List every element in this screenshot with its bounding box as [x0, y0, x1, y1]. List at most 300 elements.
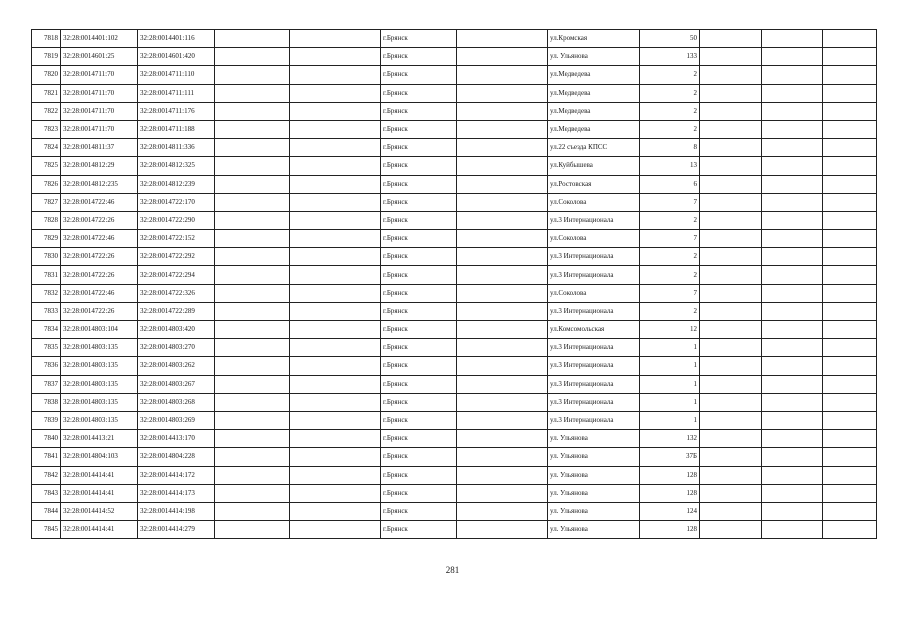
empty-cell — [215, 357, 290, 375]
empty-cell — [290, 193, 381, 211]
table-row — [32, 357, 877, 375]
empty-cell — [457, 430, 548, 448]
empty-cell — [457, 339, 548, 357]
city-cell: г.Брянск — [381, 430, 457, 448]
table-row — [32, 393, 877, 411]
house-number-cell: 124 — [640, 502, 700, 520]
table-row — [32, 248, 877, 266]
empty-cell — [700, 139, 762, 157]
empty-cell — [215, 411, 290, 429]
empty-cell — [215, 502, 290, 520]
city-cell: г.Брянск — [381, 484, 457, 502]
cadastral-number-cell: 32:28:0014711:70 — [61, 84, 138, 102]
empty-cell — [290, 339, 381, 357]
empty-cell — [700, 375, 762, 393]
empty-cell — [457, 211, 548, 229]
city-cell: г.Брянск — [381, 139, 457, 157]
empty-cell — [215, 193, 290, 211]
city-cell: г.Брянск — [381, 284, 457, 302]
empty-cell — [457, 157, 548, 175]
empty-cell — [762, 411, 823, 429]
empty-cell — [215, 375, 290, 393]
object-cadastral-number-cell: 32:28:0014414:279 — [138, 521, 215, 539]
empty-cell — [823, 375, 877, 393]
cadastral-number-cell: 32:28:0014414:41 — [61, 521, 138, 539]
empty-cell — [823, 411, 877, 429]
object-cadastral-number-cell: 32:28:0014722:289 — [138, 302, 215, 320]
empty-cell — [215, 30, 290, 48]
house-number-cell: 37Б — [640, 448, 700, 466]
empty-cell — [215, 302, 290, 320]
cadastral-number-cell: 32:28:0014803:135 — [61, 339, 138, 357]
city-cell: г.Брянск — [381, 230, 457, 248]
empty-cell — [215, 284, 290, 302]
street-cell: ул. Ульянова — [548, 521, 640, 539]
empty-cell — [215, 157, 290, 175]
city-cell: г.Брянск — [381, 357, 457, 375]
empty-cell — [290, 430, 381, 448]
house-number-cell: 1 — [640, 393, 700, 411]
empty-cell — [823, 102, 877, 120]
table-row — [32, 193, 877, 211]
cadastral-number-cell: 32:28:0014803:135 — [61, 357, 138, 375]
empty-cell — [700, 30, 762, 48]
row-number-cell: 7837 — [32, 375, 61, 393]
empty-cell — [290, 411, 381, 429]
row-number-cell: 7820 — [32, 66, 61, 84]
empty-cell — [290, 375, 381, 393]
empty-cell — [762, 266, 823, 284]
empty-cell — [700, 521, 762, 539]
object-cadastral-number-cell: 32:28:0014401:116 — [138, 30, 215, 48]
row-number-cell: 7838 — [32, 393, 61, 411]
cadastral-number-cell: 32:28:0014722:26 — [61, 266, 138, 284]
cadastral-number-cell: 32:28:0014811:37 — [61, 139, 138, 157]
row-number-cell: 7826 — [32, 175, 61, 193]
empty-cell — [290, 48, 381, 66]
empty-cell — [762, 102, 823, 120]
empty-cell — [823, 284, 877, 302]
house-number-cell: 6 — [640, 175, 700, 193]
object-cadastral-number-cell: 32:28:0014811:336 — [138, 139, 215, 157]
empty-cell — [823, 139, 877, 157]
empty-cell — [457, 266, 548, 284]
street-cell: ул.3 Интернационала — [548, 357, 640, 375]
row-number-cell: 7833 — [32, 302, 61, 320]
table-row — [32, 30, 877, 48]
object-cadastral-number-cell: 32:28:0014803:270 — [138, 339, 215, 357]
empty-cell — [700, 120, 762, 138]
empty-cell — [457, 411, 548, 429]
empty-cell — [762, 84, 823, 102]
empty-cell — [823, 120, 877, 138]
city-cell: г.Брянск — [381, 157, 457, 175]
cadastral-number-cell: 32:28:0014803:135 — [61, 393, 138, 411]
empty-cell — [823, 502, 877, 520]
object-cadastral-number-cell: 32:28:0014414:198 — [138, 502, 215, 520]
empty-cell — [700, 84, 762, 102]
object-cadastral-number-cell: 32:28:0014722:294 — [138, 266, 215, 284]
row-number-cell: 7842 — [32, 466, 61, 484]
street-cell: ул.3 Интернационала — [548, 393, 640, 411]
cadastral-number-cell: 32:28:0014722:46 — [61, 284, 138, 302]
empty-cell — [700, 102, 762, 120]
object-cadastral-number-cell: 32:28:0014711:176 — [138, 102, 215, 120]
empty-cell — [823, 466, 877, 484]
house-number-cell: 133 — [640, 48, 700, 66]
empty-cell — [762, 357, 823, 375]
empty-cell — [290, 357, 381, 375]
table-body — [32, 30, 877, 539]
object-cadastral-number-cell: 32:28:0014711:111 — [138, 84, 215, 102]
empty-cell — [215, 321, 290, 339]
empty-cell — [290, 211, 381, 229]
cadastral-number-cell: 32:28:0014803:135 — [61, 375, 138, 393]
empty-cell — [762, 284, 823, 302]
house-number-cell: 2 — [640, 211, 700, 229]
empty-cell — [215, 84, 290, 102]
row-number-cell: 7841 — [32, 448, 61, 466]
house-number-cell: 13 — [640, 157, 700, 175]
empty-cell — [290, 84, 381, 102]
empty-cell — [762, 230, 823, 248]
empty-cell — [823, 175, 877, 193]
city-cell: г.Брянск — [381, 375, 457, 393]
table-row — [32, 120, 877, 138]
city-cell: г.Брянск — [381, 248, 457, 266]
empty-cell — [762, 321, 823, 339]
object-cadastral-number-cell: 32:28:0014722:170 — [138, 193, 215, 211]
object-cadastral-number-cell: 32:28:0014722:152 — [138, 230, 215, 248]
empty-cell — [823, 339, 877, 357]
city-cell: г.Брянск — [381, 102, 457, 120]
empty-cell — [762, 339, 823, 357]
city-cell: г.Брянск — [381, 48, 457, 66]
cadastral-number-cell: 32:28:0014812:29 — [61, 157, 138, 175]
empty-cell — [290, 139, 381, 157]
street-cell: ул.Соколова — [548, 193, 640, 211]
empty-cell — [762, 502, 823, 520]
table-row — [32, 84, 877, 102]
city-cell: г.Брянск — [381, 321, 457, 339]
empty-cell — [700, 357, 762, 375]
table-row — [32, 339, 877, 357]
table-row — [32, 211, 877, 229]
table-row — [32, 484, 877, 502]
empty-cell — [700, 48, 762, 66]
row-number-cell: 7843 — [32, 484, 61, 502]
cadastral-number-cell: 32:28:0014711:70 — [61, 102, 138, 120]
row-number-cell: 7822 — [32, 102, 61, 120]
empty-cell — [823, 484, 877, 502]
empty-cell — [762, 521, 823, 539]
cadastral-number-cell: 32:28:0014414:41 — [61, 466, 138, 484]
row-number-cell: 7827 — [32, 193, 61, 211]
empty-cell — [823, 230, 877, 248]
empty-cell — [700, 157, 762, 175]
empty-cell — [823, 430, 877, 448]
empty-cell — [700, 230, 762, 248]
street-cell: ул.3 Интернационала — [548, 211, 640, 229]
house-number-cell: 7 — [640, 284, 700, 302]
street-cell: ул. Ульянова — [548, 502, 640, 520]
empty-cell — [700, 302, 762, 320]
cadastral-number-cell: 32:28:0014722:46 — [61, 230, 138, 248]
city-cell: г.Брянск — [381, 411, 457, 429]
house-number-cell: 2 — [640, 84, 700, 102]
city-cell: г.Брянск — [381, 193, 457, 211]
empty-cell — [290, 230, 381, 248]
street-cell: ул.22 съезда КПСС — [548, 139, 640, 157]
empty-cell — [823, 84, 877, 102]
empty-cell — [290, 284, 381, 302]
table-row — [32, 157, 877, 175]
empty-cell — [215, 211, 290, 229]
object-cadastral-number-cell: 32:28:0014601:420 — [138, 48, 215, 66]
street-cell: ул.3 Интернационала — [548, 248, 640, 266]
empty-cell — [823, 357, 877, 375]
cadastral-number-cell: 32:28:0014601:25 — [61, 48, 138, 66]
house-number-cell: 2 — [640, 66, 700, 84]
table-row — [32, 230, 877, 248]
empty-cell — [457, 284, 548, 302]
cadastral-number-cell: 32:28:0014804:103 — [61, 448, 138, 466]
empty-cell — [762, 248, 823, 266]
house-number-cell: 1 — [640, 375, 700, 393]
street-cell: ул.Ростовская — [548, 175, 640, 193]
row-number-cell: 7831 — [32, 266, 61, 284]
row-number-cell: 7839 — [32, 411, 61, 429]
object-cadastral-number-cell: 32:28:0014803:267 — [138, 375, 215, 393]
empty-cell — [762, 30, 823, 48]
empty-cell — [457, 84, 548, 102]
empty-cell — [457, 102, 548, 120]
street-cell: ул. Ульянова — [548, 466, 640, 484]
cadastral-number-cell: 32:28:0014711:70 — [61, 120, 138, 138]
city-cell: г.Брянск — [381, 448, 457, 466]
empty-cell — [215, 139, 290, 157]
row-number-cell: 7830 — [32, 248, 61, 266]
empty-cell — [700, 266, 762, 284]
registry-table — [31, 29, 877, 539]
empty-cell — [290, 502, 381, 520]
empty-cell — [762, 466, 823, 484]
empty-cell — [215, 66, 290, 84]
table-row — [32, 411, 877, 429]
empty-cell — [290, 266, 381, 284]
object-cadastral-number-cell: 32:28:0014812:239 — [138, 175, 215, 193]
page-number: 281 — [445, 565, 460, 575]
cadastral-number-cell: 32:28:0014812:235 — [61, 175, 138, 193]
city-cell: г.Брянск — [381, 521, 457, 539]
empty-cell — [700, 393, 762, 411]
empty-cell — [290, 248, 381, 266]
street-cell: ул.3 Интернационала — [548, 411, 640, 429]
city-cell: г.Брянск — [381, 266, 457, 284]
empty-cell — [457, 321, 548, 339]
empty-cell — [215, 230, 290, 248]
object-cadastral-number-cell: 32:28:0014413:170 — [138, 430, 215, 448]
empty-cell — [215, 448, 290, 466]
empty-cell — [457, 175, 548, 193]
row-number-cell: 7844 — [32, 502, 61, 520]
row-number-cell: 7824 — [32, 139, 61, 157]
street-cell: ул.Комсомольская — [548, 321, 640, 339]
empty-cell — [290, 157, 381, 175]
table-row — [32, 466, 877, 484]
empty-cell — [823, 48, 877, 66]
cadastral-number-cell: 32:28:0014413:21 — [61, 430, 138, 448]
empty-cell — [823, 393, 877, 411]
row-number-cell: 7834 — [32, 321, 61, 339]
cadastral-number-cell: 32:28:0014803:135 — [61, 411, 138, 429]
cadastral-number-cell: 32:28:0014401:102 — [61, 30, 138, 48]
city-cell: г.Брянск — [381, 84, 457, 102]
empty-cell — [215, 393, 290, 411]
house-number-cell: 1 — [640, 357, 700, 375]
house-number-cell: 2 — [640, 120, 700, 138]
empty-cell — [823, 302, 877, 320]
empty-cell — [700, 211, 762, 229]
object-cadastral-number-cell: 32:28:0014803:262 — [138, 357, 215, 375]
row-number-cell: 7835 — [32, 339, 61, 357]
street-cell: ул. Ульянова — [548, 484, 640, 502]
object-cadastral-number-cell: 32:28:0014722:290 — [138, 211, 215, 229]
empty-cell — [823, 448, 877, 466]
table-row — [32, 375, 877, 393]
row-number-cell: 7840 — [32, 430, 61, 448]
empty-cell — [215, 339, 290, 357]
street-cell: ул. Ульянова — [548, 48, 640, 66]
empty-cell — [762, 120, 823, 138]
table-row — [32, 175, 877, 193]
empty-cell — [215, 248, 290, 266]
cadastral-number-cell: 32:28:0014711:70 — [61, 66, 138, 84]
object-cadastral-number-cell: 32:28:0014711:110 — [138, 66, 215, 84]
city-cell: г.Брянск — [381, 339, 457, 357]
empty-cell — [457, 139, 548, 157]
house-number-cell: 8 — [640, 139, 700, 157]
empty-cell — [457, 521, 548, 539]
empty-cell — [290, 521, 381, 539]
empty-cell — [457, 448, 548, 466]
object-cadastral-number-cell: 32:28:0014711:188 — [138, 120, 215, 138]
house-number-cell: 2 — [640, 266, 700, 284]
city-cell: г.Брянск — [381, 302, 457, 320]
empty-cell — [290, 102, 381, 120]
empty-cell — [457, 30, 548, 48]
empty-cell — [215, 466, 290, 484]
cadastral-number-cell: 32:28:0014722:26 — [61, 211, 138, 229]
empty-cell — [290, 393, 381, 411]
table-row — [32, 448, 877, 466]
empty-cell — [762, 375, 823, 393]
empty-cell — [700, 466, 762, 484]
table-row — [32, 302, 877, 320]
empty-cell — [700, 284, 762, 302]
street-cell: ул.3 Интернационала — [548, 302, 640, 320]
row-number-cell: 7832 — [32, 284, 61, 302]
empty-cell — [457, 393, 548, 411]
house-number-cell: 7 — [640, 230, 700, 248]
empty-cell — [457, 48, 548, 66]
street-cell: ул.Медведева — [548, 102, 640, 120]
street-cell: ул.Медведева — [548, 84, 640, 102]
empty-cell — [823, 211, 877, 229]
empty-cell — [762, 393, 823, 411]
table-row — [32, 430, 877, 448]
row-number-cell: 7818 — [32, 30, 61, 48]
empty-cell — [290, 484, 381, 502]
street-cell: ул.3 Интернационала — [548, 266, 640, 284]
street-cell: ул.3 Интернационала — [548, 375, 640, 393]
empty-cell — [215, 48, 290, 66]
house-number-cell: 2 — [640, 102, 700, 120]
empty-cell — [823, 266, 877, 284]
object-cadastral-number-cell: 32:28:0014414:172 — [138, 466, 215, 484]
empty-cell — [762, 175, 823, 193]
empty-cell — [215, 120, 290, 138]
table-row — [32, 502, 877, 520]
house-number-cell: 128 — [640, 521, 700, 539]
row-number-cell: 7819 — [32, 48, 61, 66]
empty-cell — [700, 448, 762, 466]
row-number-cell: 7828 — [32, 211, 61, 229]
street-cell: ул.Куйбышева — [548, 157, 640, 175]
table-row — [32, 266, 877, 284]
row-number-cell: 7821 — [32, 84, 61, 102]
city-cell: г.Брянск — [381, 211, 457, 229]
empty-cell — [823, 321, 877, 339]
empty-cell — [457, 248, 548, 266]
object-cadastral-number-cell: 32:28:0014414:173 — [138, 484, 215, 502]
empty-cell — [700, 175, 762, 193]
house-number-cell: 2 — [640, 248, 700, 266]
table-row — [32, 321, 877, 339]
empty-cell — [823, 157, 877, 175]
empty-cell — [215, 521, 290, 539]
object-cadastral-number-cell: 32:28:0014803:420 — [138, 321, 215, 339]
city-cell: г.Брянск — [381, 120, 457, 138]
house-number-cell: 128 — [640, 466, 700, 484]
empty-cell — [700, 248, 762, 266]
object-cadastral-number-cell: 32:28:0014812:325 — [138, 157, 215, 175]
empty-cell — [823, 30, 877, 48]
empty-cell — [215, 102, 290, 120]
empty-cell — [762, 193, 823, 211]
empty-cell — [700, 66, 762, 84]
empty-cell — [700, 321, 762, 339]
empty-cell — [457, 66, 548, 84]
house-number-cell: 1 — [640, 411, 700, 429]
house-number-cell: 12 — [640, 321, 700, 339]
empty-cell — [290, 66, 381, 84]
street-cell: ул. Ульянова — [548, 430, 640, 448]
empty-cell — [290, 448, 381, 466]
cadastral-number-cell: 32:28:0014414:52 — [61, 502, 138, 520]
object-cadastral-number-cell: 32:28:0014722:326 — [138, 284, 215, 302]
empty-cell — [457, 230, 548, 248]
house-number-cell: 50 — [640, 30, 700, 48]
empty-cell — [762, 484, 823, 502]
street-cell: ул.Медведева — [548, 120, 640, 138]
city-cell: г.Брянск — [381, 175, 457, 193]
empty-cell — [762, 48, 823, 66]
empty-cell — [762, 448, 823, 466]
street-cell: ул.Кромская — [548, 30, 640, 48]
empty-cell — [457, 120, 548, 138]
empty-cell — [700, 411, 762, 429]
